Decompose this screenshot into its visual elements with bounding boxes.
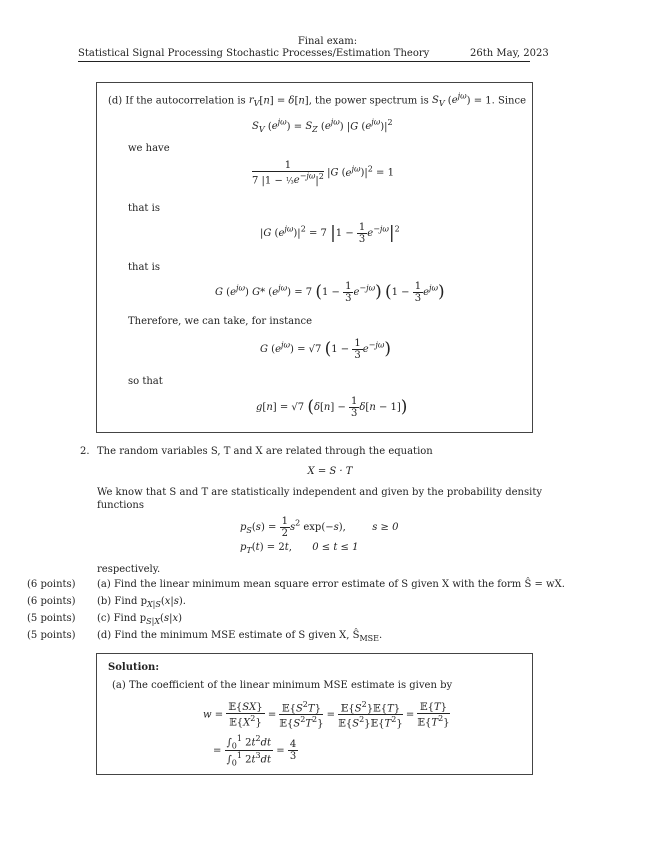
text-so-that: so that xyxy=(128,376,163,387)
course-name: Statistical Signal Processing Stochastic Processes/Estimation Theory xyxy=(78,48,430,59)
part-d-intro: (d) If the autocorrelation is $r_V[n] = \delta[n]$, the power spectrum is $S_V$ $(e^{j\omega}) = 1$. Since xyxy=(108,92,526,109)
part-c-text: Find p xyxy=(113,613,147,624)
equation-w-result: = $\frac{\int_0^1 2t^2dt}{\int_0^1 2t^3dt}$ = $\frac{4}{3}$ xyxy=(213,734,297,768)
part-d-points: (5 points) xyxy=(27,630,76,641)
part-a-points: (6 points) xyxy=(27,579,76,590)
part-d-q2-text: Find the minimum MSE estimate of S given X, Ŝ xyxy=(114,630,360,641)
part-c-label: (c) xyxy=(97,613,111,624)
part-a xyxy=(97,579,565,590)
equation-g-choice: G $(e^{j\omega}) = √7$ (1 − $\frac{1}{3}$ $e^{-j\omega}$) xyxy=(260,338,391,361)
header-rule xyxy=(78,61,530,62)
pdf-t-condition: 0 ≤ t ≤ 1 xyxy=(312,542,359,553)
equation-g-squared: |G $(e^{j\omega})|^2 = 7$ |1 − $\frac{1}{3}$ $e^{-j\omega}|^2$ xyxy=(260,222,400,245)
equation-we-have: $\frac{1}{7 |1 - \frac{1}{3}e^{-j\omega}|^2}$ |G $(e^{j\omega})|^2 = 1$ xyxy=(252,160,394,187)
q2-respectively: respectively. xyxy=(97,564,161,575)
q2-number: 2. xyxy=(80,446,90,457)
equation-g-n: g[n] = √7 (δ[n] − $\frac{1}{3}$ δ[n − 1]) xyxy=(256,396,408,419)
text-we-have: we have xyxy=(128,143,170,154)
q2-desc-line2: functions xyxy=(97,500,144,511)
text-that-is-1: that is xyxy=(128,203,160,214)
equation-sv: $S_V$ $(e^{j\omega}) = S_Z$ $(e^{j\omega})$ |G $(e^{j\omega})|^2$ xyxy=(252,118,393,135)
part-b-text: Find p xyxy=(114,596,147,607)
part-b: (b) Find $p_{X|S}(x|s)$. xyxy=(97,596,186,609)
text-therefore: Therefore, we can take, for instance xyxy=(128,316,313,327)
part-c-points: (5 points) xyxy=(27,613,76,624)
part-c: (c) Find $p_{S|X}(s|x)$ xyxy=(97,613,182,626)
exam-date: 26th May, 2023 xyxy=(470,48,549,59)
exam-title: Final exam: xyxy=(297,36,358,47)
part-d-q2: (d) Find the minimum MSE estimate of S given X, $Ŝ_{MSE}$. xyxy=(97,630,383,643)
q2-intro: The random variables S, T and X are related through the equation xyxy=(97,446,433,457)
pdf-s: $p_S(s)$ = $\frac{1}{2}$ $s^2$ exp(−s), s ≥ 0 xyxy=(240,516,399,539)
part-d-intro-text-c: . Since xyxy=(491,95,526,107)
equation-factorization: G $(e^{j\omega})$ G* $(e^{j\omega}) = 7$ (1 − $\frac{1}{3}$ $e^{-j\omega}$) (1 − $\frac{1}{3}$ $e^{j\omega}$) xyxy=(215,281,445,304)
q2-equation: X = S · T xyxy=(307,466,353,477)
part-d-intro-text-b: , the power spectrum is xyxy=(308,95,429,107)
part-b-label: (b) xyxy=(97,596,112,607)
part-d-intro-text-a: (d) If the autocorrelation is xyxy=(108,95,246,107)
text-that-is-2: that is xyxy=(128,262,160,273)
equation-w: w = $\frac{\text{𝔼\{SX\}}}{𝔼\{X^2\}}$ = $\frac{𝔼\{S^2T\}}{𝔼\{S^2T^2\}}$ = $\frac{𝔼\{S^2\}𝔼\{T\}}{𝔼\{S^2\}𝔼\{T^2\}}$ = $\frac{\text{𝔼\{T\}}}{𝔼\{T^2\}}$ xyxy=(203,700,450,730)
q2-desc-line1: We know that S and T are statistically independent and given by the probability density xyxy=(97,487,542,498)
solution-heading: Solution: xyxy=(108,662,160,673)
part-a-text: Find the linear minimum mean square error estimate of S given X with the form Ŝ = wX. xyxy=(113,579,565,590)
pdf-s-condition: s ≥ 0 xyxy=(372,522,399,533)
pdf-t: $p_T(t) = 2t$, 0 ≤ t ≤ 1 xyxy=(240,542,359,555)
part-b-points: (6 points) xyxy=(27,596,76,607)
part-a-label: (a) xyxy=(97,579,111,590)
part-d-q2-label: (d) xyxy=(97,630,112,641)
solution-line-a: (a) The coefficient of the linear minimum MSE estimate is given by xyxy=(112,680,453,691)
